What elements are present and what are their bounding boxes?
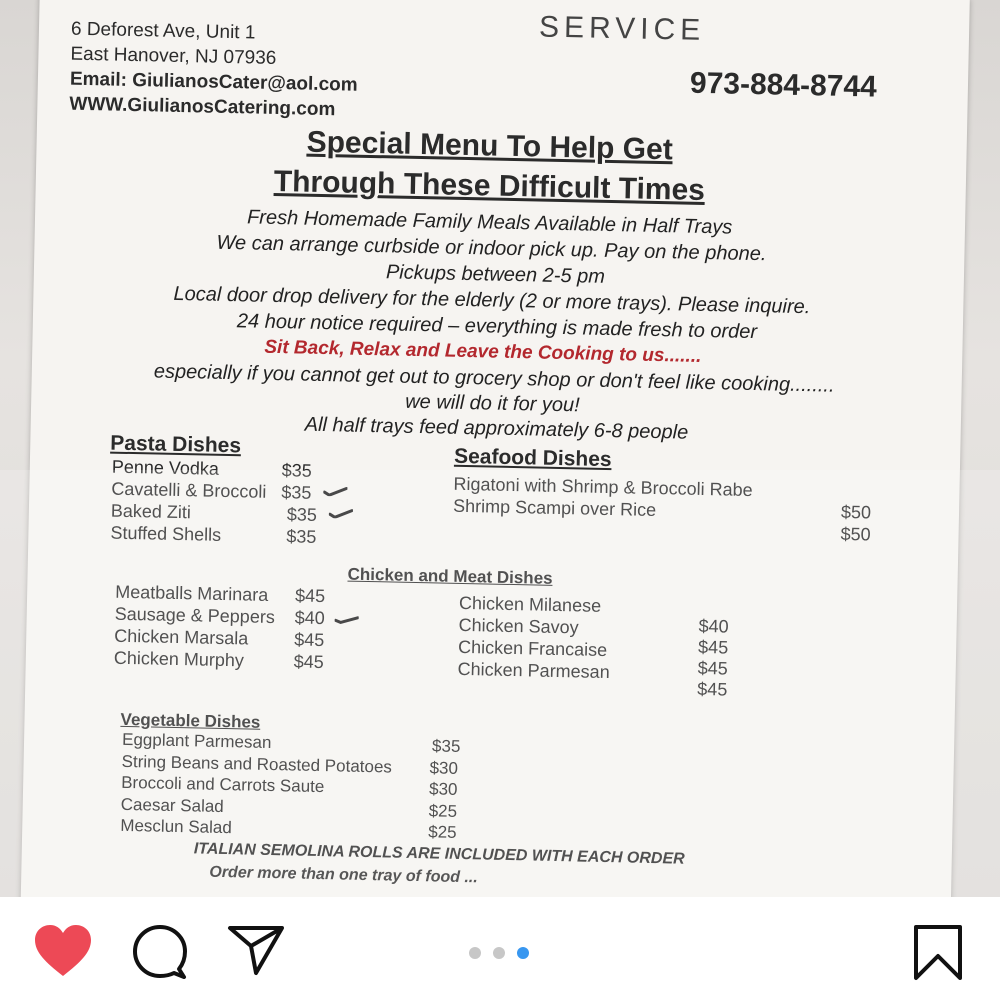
bookmark-icon[interactable] (912, 924, 964, 982)
veg-price-3: $30 (428, 779, 458, 799)
veg-item-5: Mesclun Salad (120, 815, 233, 838)
menu-title-line-1: Special Menu To Help Get (306, 125, 674, 167)
chicken-item-2: Chicken Savoy (458, 614, 579, 638)
note-line-2: We can arrange curbside or indoor pick up. Pay on the phone. (216, 231, 767, 266)
paper-fold-shade (0, 470, 1000, 897)
pasta-heading: Pasta Dishes (110, 431, 242, 458)
veg-item-2: String Beans and Roasted Potatoes (121, 751, 393, 777)
note-line-3: Pickups between 2-5 pm (385, 261, 606, 288)
veg-price-4: $25 (428, 801, 458, 821)
chicken-meat-heading: Chicken and Meat Dishes (347, 564, 553, 588)
note-line-4: Local door drop delivery for the elderly (2 or more trays). Please inquire. (173, 282, 811, 319)
meat-price-2: $40 (294, 607, 325, 629)
chicken-price-4: $45 (697, 678, 728, 700)
veg-price-1: $35 (431, 736, 461, 756)
meat-item-2: Sausage & Peppers (114, 603, 276, 628)
note-line-1: Fresh Homemade Family Meals Available in Half Trays (246, 206, 733, 239)
pasta-price-2: $35 (281, 482, 312, 503)
footer-cut-line: Order more than one tray of food ... (209, 863, 478, 887)
email-line: Email: GiulianosCater@aol.com (69, 68, 358, 96)
seafood-item-2: Shrimp Scampi over Rice (452, 495, 657, 521)
paper-plane-icon[interactable] (226, 924, 286, 976)
menu-title-line-2: Through These Difficult Times (273, 164, 706, 207)
note-line-6: especially if you cannot get out to grocery shop or don't feel like cooking........ (153, 360, 835, 397)
chicken-price-2: $45 (697, 636, 729, 658)
post-action-bar (0, 897, 1000, 1000)
service-label: SERVICE (538, 10, 706, 47)
seafood-price-2: $50 (840, 523, 871, 545)
heart-icon[interactable] (33, 924, 93, 978)
pasta-item-4: Stuffed Shells (110, 522, 222, 545)
address-line-2: East Hanover, NJ 07936 (70, 43, 277, 69)
veg-item-1: Eggplant Parmesan (121, 729, 272, 753)
website-line: WWW.GiulianosCatering.com (69, 93, 336, 121)
note-line-7: we will do it for you! (405, 390, 580, 417)
pasta-item-1: Penne Vodka (111, 456, 220, 479)
veg-item-3: Broccoli and Carrots Saute (121, 772, 325, 797)
comment-icon[interactable] (132, 924, 188, 980)
chicken-item-4: Chicken Parmesan (457, 658, 610, 683)
meat-price-3: $45 (294, 629, 325, 651)
meat-item-4: Chicken Murphy (113, 647, 245, 671)
chicken-item-3: Chicken Francaise (457, 636, 608, 661)
veg-item-4: Caesar Salad (120, 794, 224, 817)
pasta-price-3: $35 (286, 504, 318, 525)
meat-item-3: Chicken Marsala (114, 625, 249, 649)
meat-item-1: Meatballs Marinara (114, 581, 269, 605)
seafood-item-1: Rigatoni with Shrimp & Broccoli Rabe (453, 473, 753, 501)
red-slogan: Sit Back, Relax and Leave the Cooking to us....... (264, 336, 702, 367)
address-line-1: 6 Deforest Ave, Unit 1 (70, 18, 256, 44)
veg-price-2: $30 (429, 758, 459, 778)
chicken-price-1: $40 (698, 615, 729, 637)
pasta-price-1: $35 (281, 460, 313, 481)
note-line-8: All half trays feed approximately 6-8 people (304, 413, 689, 444)
vegetable-heading: Vegetable Dishes (120, 709, 261, 732)
phone-number: 973-884-8744 (689, 66, 878, 104)
carousel-dot-2 (493, 947, 505, 959)
pasta-price-4: $35 (286, 526, 317, 547)
pasta-item-2: Cavatelli & Broccoli (111, 478, 267, 502)
note-line-5: 24 hour notice required – everything is made fresh to order (236, 310, 758, 344)
chicken-item-1: Chicken Milanese (458, 592, 602, 616)
chicken-price-3: $45 (697, 657, 728, 679)
carousel-dot-3 (517, 947, 529, 959)
pasta-item-3: Baked Ziti (110, 500, 192, 523)
meat-price-4: $45 (293, 651, 325, 673)
footer-note: ITALIAN SEMOLINA ROLLS ARE INCLUDED WITH EACH ORDER (193, 840, 685, 868)
seafood-heading: Seafood Dishes (453, 444, 612, 472)
veg-price-5: $25 (428, 822, 457, 842)
seafood-price-1: $50 (840, 501, 872, 523)
meat-price-1: $45 (294, 585, 326, 607)
carousel-dot-1 (469, 947, 481, 959)
